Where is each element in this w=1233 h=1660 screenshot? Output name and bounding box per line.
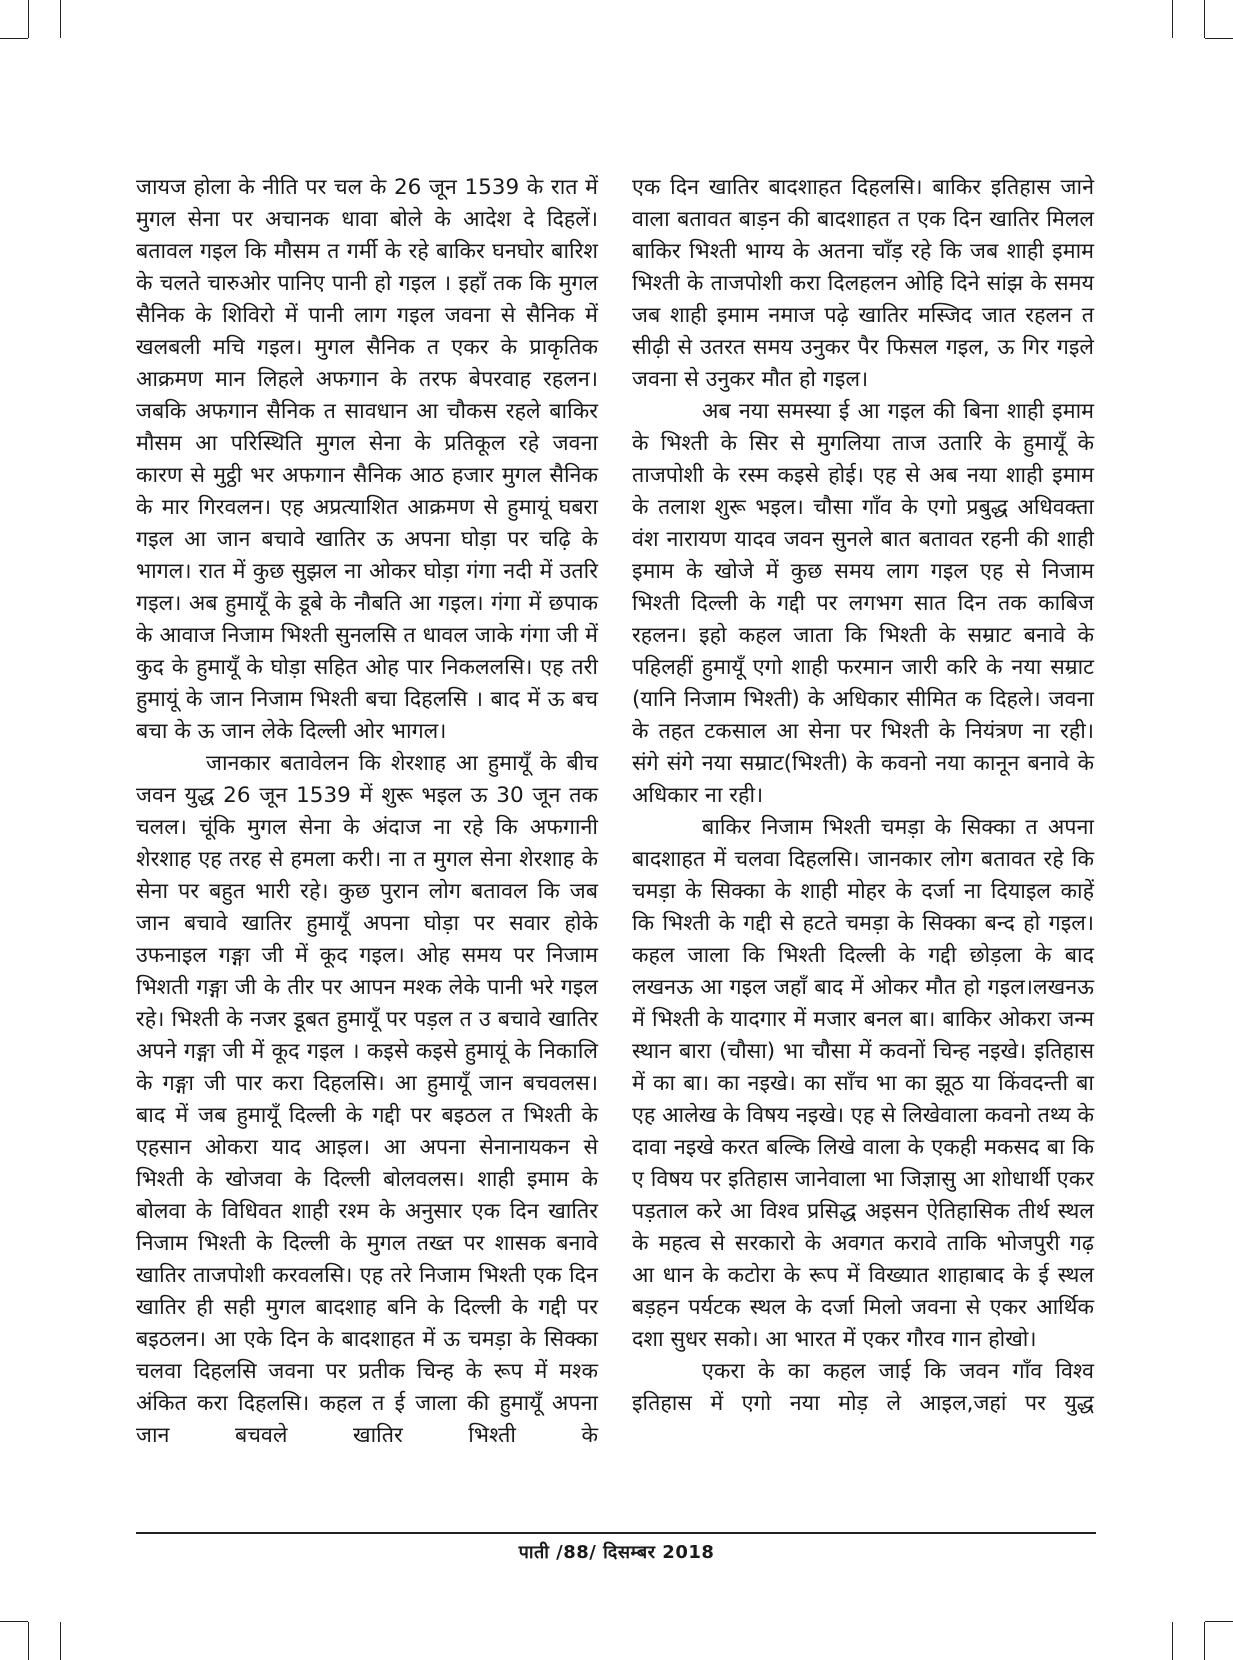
crop-mark-top-right-vertical-2 bbox=[1204, 0, 1205, 38]
crop-mark-bottom-left-vertical-2 bbox=[60, 1622, 61, 1660]
paragraph: एकरा के का कहल जाई कि जवन गाँव विश्व इतिहास में एगो नया मोड़ ले आइल,जहां पर युद्ध bbox=[632, 1359, 1094, 1416]
footer-divider bbox=[136, 1532, 1096, 1534]
crop-mark-bottom-right-horizontal bbox=[1205, 1621, 1233, 1622]
page-footer: पाती /88/ दिसम्बर 2018 bbox=[518, 1542, 715, 1563]
crop-mark-top-left-vertical-2 bbox=[60, 0, 61, 38]
crop-mark-top-left-horizontal bbox=[0, 38, 28, 39]
crop-mark-top-right-horizontal bbox=[1205, 38, 1233, 39]
paragraph: जानकार बतावेलन कि शेरशाह आ हुमायूँ के बीच जवन युद्ध 26 जून 1539 में शुरू भइल ऊ 30 जून तक चलल। चूंकि मुगल सेना के अंदाज ना रहे कि अफगानी शेरशाह एह तरह से हमला करी। ना त मुगल सेना शेरशाह के सेना पर बहुत भारी रहे। कुछ पुरान लोग बतावल कि जब जान बचावे खातिर हुमायूँ अपना घोड़ा पर सवार होके उफनाइल गङ्गा जी में कूद गइल। ओह समय पर निजाम भिशती गङ्गा जी के तीर पर आपन मश्क लेके पानी भरे गइल रहे। भिश्ती के नजर डूबत हुमायूँ पर पड़ल त उ बचावे खातिर अपने गङ्गा जी में कूद गइल । कइसे कइसे हुमायूं के निकालि के गङ्गा जी पार करा दिहलसि। आ हुमायूँ जान बचवलस। बाद में जब हुमायूँ दिल्ली के गद्दी पर बइठल त भिश्ती के एहसान ओकरा याद आइल। आ अपना सेनानायकन से भिश्ती के खोजवा के दिल्ली बोलवलस। शाही इमाम के बोलवा के विधिवत शाही रश्म के अनुसार एक दिन खातिर निजाम भिश्ती के दिल्ली के मुगल तख्त पर शासक बनावे खातिर ताजपोशी करवलसि। एह तरे निजाम भिश्ती एक दिन खातिर ही सही मुगल बादशाह बनि के दिल्ली के गद्दी पर बइठलन। आ एके दिन के बादशाहत में ऊ चमड़ा के सिक्का चलवा दिहलसि जवना पर प्रतीक चिन्ह के रूप में मश्क अंकित करा दिहलसि। कहल त ई जाला की हुमायूँ अपना जान बचवले खातिर भिश्ती के bbox=[136, 751, 598, 1448]
crop-mark-bottom-left-horizontal bbox=[0, 1621, 28, 1622]
crop-mark-top-right-vertical bbox=[1172, 0, 1173, 38]
paragraph: एक दिन खातिर बादशाहत दिहलसि। बाकिर इतिहास जाने वाला बतावत बाड़न की बादशाहत त एक दिन खातिर मिलल बाकिर भिश्ती भाग्य के अतना चाँड़ रहे कि जब शाही इमाम भिश्ती के ताजपोशी करा दिलहलन ओहि दिने सांझ के समय जब शाही इमाम नमाज पढ़े खातिर मस्जिद जात रहलन त सीढ़ी से उतरत समय उनुकर पैर फिसल गइल, ऊ गिर गइले जवना से उनुकर मौत हो गइल। bbox=[632, 175, 1094, 392]
left-text-column bbox=[136, 172, 598, 1452]
crop-mark-top-left-vertical bbox=[28, 0, 29, 38]
paragraph: अब नया समस्या ई आ गइल की बिना शाही इमाम के भिश्ती के सिर से मुगलिया ताज उतारि के हुमायूँ के ताजपोशी के रस्म कइसे होई। एह से अब नया शाही इमाम के तलाश शुरू भइल। चौसा गाँव के एगो प्रबुद्ध अधिवक्ता वंश नारायण यादव जवन सुनले बात बतावत रहनी की शाही इमाम के खोजे में कुछ समय लाग गइल एह से निजाम भिश्ती दिल्ली के गद्दी पर लगभग सात दिन तक काबिज रहलन। इहो कहल जाता कि भिश्ती के सम्राट बनावे के पहिलहीं हुमायूँ एगो शाही फरमान जारी करि के नया सम्राट (यानि निजाम भिश्ती) के अधिकार सीमित क दिहले। जवना के तहत टकसाल आ सेना पर भिश्ती के नियंत्रण ना रही। संगे संगे नया सम्राट(भिश्ती) के कवनो नया कानून बनावे के अधिकार ना रही। bbox=[632, 399, 1094, 808]
crop-mark-bottom-left-vertical bbox=[28, 1622, 29, 1660]
paragraph: बाकिर निजाम भिश्ती चमड़ा के सिक्का त अपना बादशाहत में चलवा दिहलसि। जानकार लोग बतावत रहे कि चमड़ा के सिक्का के शाही मोहर के दर्जा ना दियाइल काहें कि भिश्ती के गद्दी से हटते चमड़ा के सिक्का बन्द हो गइल। कहल जाला कि भिश्ती दिल्ली के गद्दी छोड़ला के बाद लखनऊ आ गइल जहाँ बाद में ओकर मौत हो गइल।लखनऊ में भिश्ती के यादगार में मजार बनल बा। बाकिर ओकरा जन्म स्थान बारा (चौसा) भा चौसा में कवनों चिन्ह नइखे। इतिहास में का बा। का नइखे। का साँच भा का झूठ या किंवदन्ती बा एह आलेख के विषय नइखे। एह से लिखेवाला कवनो तथ्य के दावा नइखे करत बल्कि लिखे वाला के एकही मकसद बा कि ए विषय पर इतिहास जानेवाला भा जिज्ञासु आ शोधार्थी एकर पड़ताल करे आ विश्व प्रसिद्ध अइसन ऐतिहासिक तीर्थ स्थल के महत्व से सरकारो के अवगत करावे ताकि भोजपुरी गढ़ आ धान के कटोरा के रूप में विख्यात शाहाबाद के ई स्थल बड़हन पर्यटक स्थल के दर्जा मिलो जवना से एकर आर्थिक दशा सुधर सको। आ भारत में एकर गौरव गान होखो। bbox=[632, 815, 1094, 1352]
crop-mark-bottom-right-vertical bbox=[1172, 1622, 1173, 1660]
right-text-column bbox=[632, 172, 1094, 1420]
paragraph: जायज होला के नीति पर चल के 26 जून 1539 के रात में मुगल सेना पर अचानक धावा बोले के आदेश दे दिहलें। बतावल गइल कि मौसम त गर्मी के रहे बाकिर घनघोर बारिश के चलते चारुओर पानिए पानी हो गइल । इहाँ तक कि मुगल सैनिक के शिविरो में पानी लाग गइल जवना से सैनिक में खलबली मचि गइल। मुगल सैनिक त एकर के प्राकृतिक आक्रमण मान लिहले अफगान के तरफ बेपरवाह रहलन। जबकि अफगान सैनिक त सावधान आ चौकस रहले बाकिर मौसम आ परिस्थिति मुगल सेना के प्रतिकूल रहे जवना कारण से मुट्ठी भर अफगान सैनिक आठ हजार मुगल सैनिक के मार गिरवलन। एह अप्रत्याशित आक्रमण से हुमायूं घबरा गइल आ जान बचावे खातिर ऊ अपना घोड़ा पर चढ़ि के भागल। रात में कुछ सुझल ना ओकर घोड़ा गंगा नदी में उतरि गइल। अब हुमायूँ के डूबे के नौबति आ गइल। गंगा में छपाक के आवाज निजाम भिश्ती सुनलसि त धावल जाके गंगा जी में कुद के हुमायूँ के घोड़ा सहित ओह पार निकललसि। एह तरी हुमायूं के जान निजाम भिश्ती बचा दिहलसि । बाद में ऊ बच बचा के ऊ जान लेके दिल्ली ओर भागल। bbox=[136, 175, 598, 744]
crop-mark-bottom-right-vertical-2 bbox=[1204, 1622, 1205, 1660]
